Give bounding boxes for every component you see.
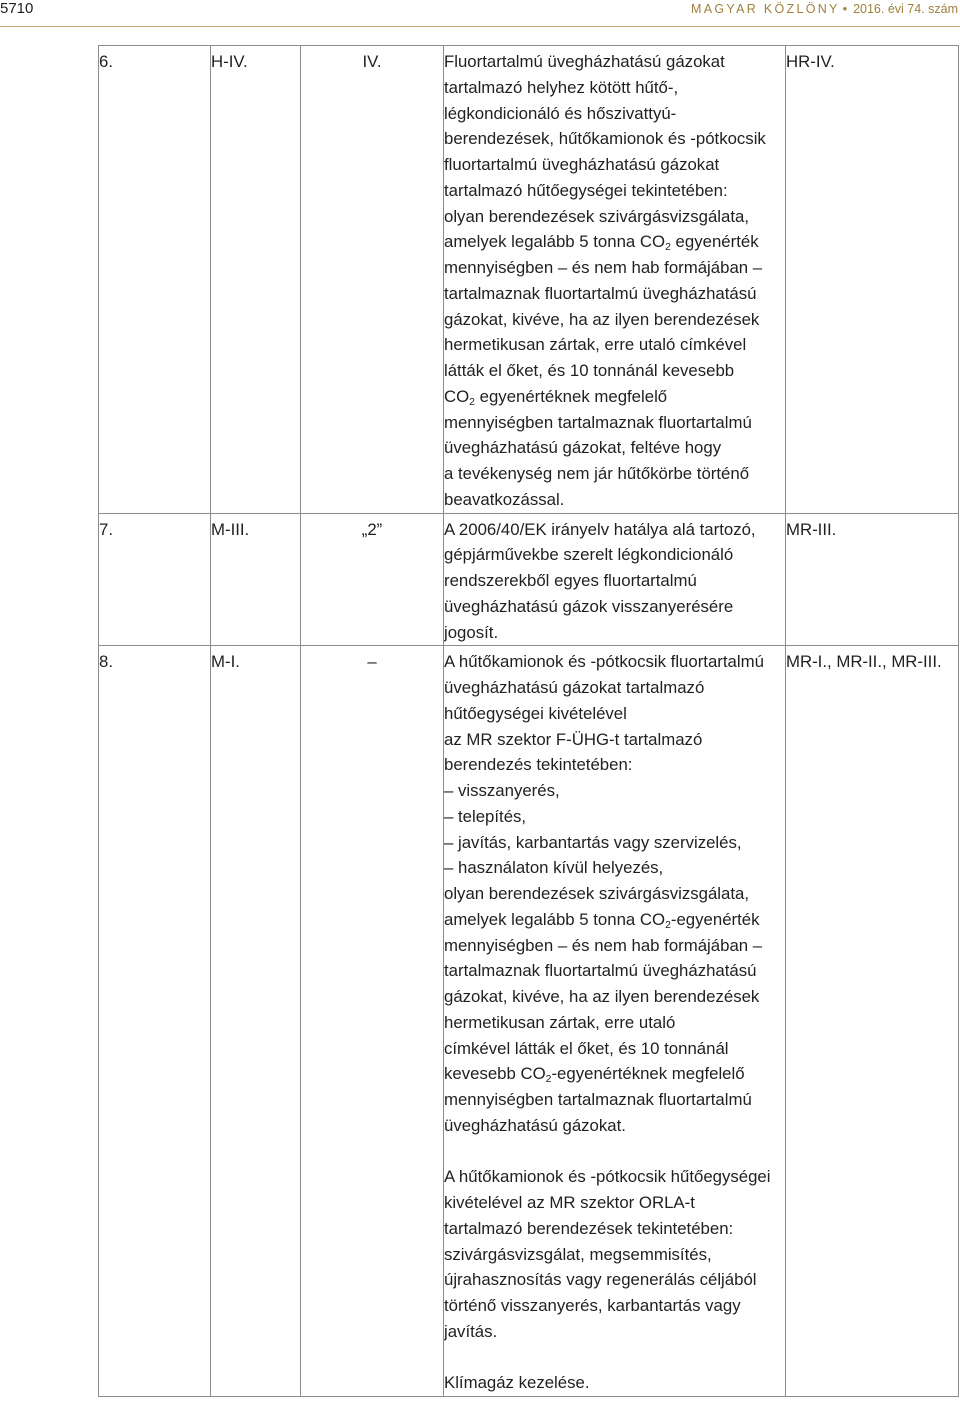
header-rule	[0, 26, 960, 27]
subscript-text: 2	[665, 919, 671, 931]
text-line: újrahasznosítás vagy regenerálás céljából	[444, 1270, 757, 1290]
text-line: tartalmaznak fluortartalmú üvegházhatású	[444, 961, 757, 981]
text-line: rendszerekből egyes fluortartalmú	[444, 571, 697, 590]
text-segment: amelyek legalább 5 tonna CO	[444, 909, 666, 929]
text-line: olyan berendezések szivárgásvizsgálata,	[444, 884, 750, 903]
row-description-cell	[444, 46, 786, 514]
text-line: tartalmaznak fluortartalmú üvegházhatású	[444, 283, 757, 303]
table-row	[99, 513, 959, 646]
text-line: Klímagáz kezelése.	[444, 1373, 590, 1393]
text-segment: amelyek legalább 5 tonna CO	[444, 232, 666, 252]
text-line: olyan berendezések szivárgásvizsgálata,	[444, 206, 750, 226]
text-line: Fluortartalmú üvegházhatású gázokat	[444, 52, 725, 71]
description-paragraph	[444, 49, 785, 513]
row-code-cell: M-III.	[211, 513, 301, 646]
text-line: üvegházhatású gázokat tartalmazó	[444, 678, 705, 697]
text-line	[444, 384, 785, 410]
subscript-text: 2	[545, 1074, 552, 1086]
text-line: javítás.	[444, 1321, 498, 1341]
text-line: mennyiségben tartalmaznak fluortartalmú	[444, 1090, 752, 1109]
text-line	[444, 229, 785, 255]
row-category-cell: –	[301, 646, 444, 1397]
text-line: – telepítés,	[444, 806, 527, 826]
row-category-cell: IV.	[301, 46, 444, 514]
text-line: berendezés tekintetében:	[444, 755, 633, 775]
text-segment: -egyenérték	[670, 909, 760, 929]
row-code-cell: H-IV.	[211, 46, 301, 514]
description-paragraph	[444, 649, 785, 1138]
text-line: szivárgásvizsgálat, megsemmisítés,	[444, 1244, 712, 1264]
description-paragraph	[444, 1370, 785, 1396]
text-segment: CO	[444, 386, 470, 406]
row-number-cell: 7.	[99, 513, 211, 646]
bullet-separator: •	[842, 2, 848, 16]
description-paragraph	[444, 517, 785, 646]
row-equivalent-cell: MR-I., MR-II., MR-III.	[786, 646, 959, 1397]
text-line: beavatkozással.	[444, 489, 565, 509]
text-line: gázokat, kivéve, ha az ilyen berendezések	[444, 309, 760, 329]
subscript-text: 2	[665, 242, 671, 254]
text-line: – használaton kívül helyezés,	[444, 858, 664, 878]
text-line	[444, 1061, 785, 1087]
text-segment: -egyenértéknek megfelelő	[551, 1064, 745, 1084]
text-line: a tevékenység nem jár hűtőkörbe történő	[444, 464, 750, 483]
text-segment: egyenérték	[670, 232, 759, 252]
text-line: tartalmazó hűtőegységei tekintetében:	[444, 180, 728, 200]
text-line	[444, 907, 785, 933]
text-line: hűtőegységei kivételével	[444, 703, 627, 723]
row-description-cell	[444, 646, 786, 1397]
text-line: – javítás, karbantartás vagy szervizelés,	[444, 832, 742, 852]
text-line: üvegházhatású gázokat, feltéve hogy	[444, 438, 722, 458]
text-line: – visszanyerés,	[444, 781, 560, 800]
row-equivalent-cell: MR-III.	[786, 513, 959, 646]
text-line: A hűtőkamionok és -pótkocsik fluortartalmú	[444, 652, 764, 672]
text-segment: kevesebb CO	[444, 1064, 546, 1084]
publication-title: MAGYAR KÖZLÖNY	[691, 2, 840, 16]
text-line: mennyiségben – és nem hab formájában –	[444, 258, 763, 277]
text-line: mennyiségben tartalmaznak fluortartalmú	[444, 412, 752, 432]
subscript-text: 2	[469, 396, 475, 408]
text-line: kivételével az MR szektor ORLA-t	[444, 1193, 695, 1212]
row-number-cell: 6.	[99, 46, 211, 514]
text-line: hermetikusan zártak, erre utaló	[444, 1012, 676, 1032]
row-description-cell	[444, 513, 786, 646]
text-line: fluortartalmú üvegházhatású gázokat	[444, 155, 720, 174]
text-line: üvegházhatású gázok visszanyerésére	[444, 596, 734, 616]
text-line: berendezések, hűtőkamionok és -pótkocsik	[444, 129, 766, 149]
row-category-cell: „2”	[301, 513, 444, 646]
row-number-cell: 8.	[99, 646, 211, 1397]
certificate-table	[98, 45, 959, 1397]
row-code-cell: M-I.	[211, 646, 301, 1397]
text-line: tartalmazó helyhez kötött hűtő-,	[444, 77, 679, 97]
text-line: A hűtőkamionok és -pótkocsik hűtőegységei	[444, 1167, 771, 1187]
table-row	[99, 646, 959, 1397]
text-line: jogosít.	[444, 622, 499, 642]
description-paragraph	[444, 1164, 785, 1344]
text-segment: egyenértéknek megfelelő	[474, 386, 668, 406]
table-row	[99, 46, 959, 514]
text-line: hermetikusan zártak, erre utaló címkével	[444, 335, 747, 355]
text-line: üvegházhatású gázokat.	[444, 1115, 626, 1135]
text-line: tartalmazó berendezések tekintetében:	[444, 1218, 734, 1238]
text-line: A 2006/40/EK irányelv hatálya alá tartozó,	[444, 519, 756, 539]
text-line: címkével látták el őket, és 10 tonnánál	[444, 1038, 729, 1058]
text-line: légkondicionáló és hőszivattyú-	[444, 103, 677, 123]
text-line: az MR szektor F-ÜHG-t tartalmazó	[444, 729, 703, 749]
page-number: 5710	[0, 0, 34, 17]
text-line: látták el őket, és 10 tonnánál kevesebb	[444, 361, 735, 380]
running-head	[691, 2, 958, 17]
text-line: történő visszanyerés, karbantartás vagy	[444, 1296, 741, 1315]
text-line: mennyiségben – és nem hab formájában –	[444, 935, 763, 955]
row-equivalent-cell: HR-IV.	[786, 46, 959, 514]
issue-label: 2016. évi 74. szám	[853, 2, 958, 16]
text-line: gázokat, kivéve, ha az ilyen berendezések	[444, 987, 760, 1006]
table-body	[99, 46, 959, 1397]
text-line: gépjárművekbe szerelt légkondicionáló	[444, 545, 734, 565]
